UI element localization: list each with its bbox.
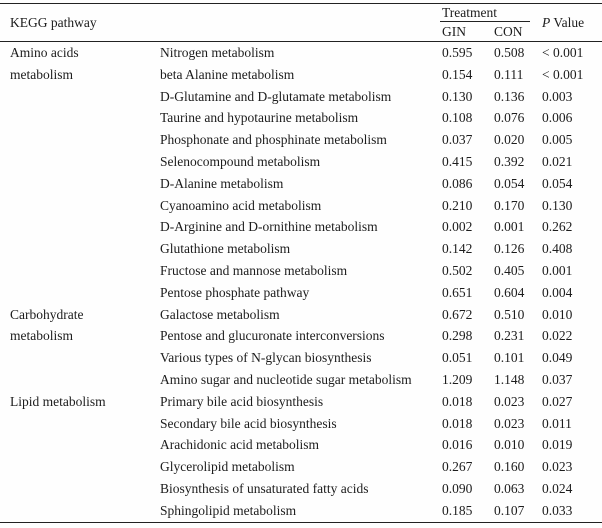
group-label: Carbohydrate metabolism [10, 306, 84, 344]
pathway-name: Various types of N-glycan biosynthesis [160, 350, 372, 366]
pathway-name: beta Alanine metabolism [160, 66, 295, 82]
gin-value: 0.298 [442, 328, 473, 344]
table-header [0, 4, 602, 42]
pathway-name: Glycerolipid metabolism [160, 459, 295, 475]
gin-value: 0.037 [442, 132, 473, 148]
group-label-cell [0, 391, 150, 522]
con-value: 0.076 [494, 110, 525, 126]
header-p-value [540, 4, 602, 42]
con-value: 0.111 [494, 66, 524, 82]
pathway-name: Sphingolipid metabolism [160, 502, 297, 518]
pathway-name: Primary bile acid biosynthesis [160, 393, 324, 409]
con-value: 0.136 [494, 88, 525, 104]
p-value-italic-p: P [542, 14, 551, 30]
pathway-name: Fructose and mannose metabolism [160, 262, 348, 278]
p-value: < 0.001 [542, 66, 584, 82]
pathway-name: Biosynthesis of unsaturated fatty acids [160, 480, 369, 496]
con-value: 0.405 [494, 262, 525, 278]
p-value: 0.005 [542, 132, 573, 148]
p-value: 0.022 [542, 328, 573, 344]
p-value: 0.001 [542, 262, 573, 278]
pathway-name: Selenocompound metabolism [160, 153, 321, 169]
con-value: 0.160 [494, 459, 525, 475]
pathway-name: Nitrogen metabolism [160, 45, 275, 60]
pathway-name: Arachidonic acid metabolism [160, 437, 319, 453]
p-value-rest: Value [550, 14, 585, 30]
pathway-name: Secondary bile acid biosynthesis [160, 415, 337, 431]
pathway-name: Phosphonate and phosphinate metabolism [160, 132, 387, 148]
table-row [0, 42, 602, 64]
group-label: Lipid metabolism [10, 393, 106, 409]
gin-value: 0.090 [442, 480, 473, 496]
table-body [0, 42, 602, 523]
p-value: 0.024 [542, 480, 573, 496]
table-row [0, 391, 602, 413]
gin-value: 0.086 [442, 175, 473, 191]
pathway-name: Pentose and glucuronate interconversions [160, 328, 385, 344]
pathway-name: D-Arginine and D-ornithine metabolism [160, 219, 378, 235]
gin-value: 0.108 [442, 110, 473, 126]
p-value: 0.003 [542, 88, 573, 104]
header-con: CON [494, 23, 523, 39]
kegg-pathway-table [0, 3, 602, 523]
group-label-cell [0, 42, 150, 304]
con-value: 0.126 [494, 241, 525, 257]
p-value: 0.006 [542, 110, 573, 126]
gin-value: 0.018 [442, 415, 473, 431]
p-value: 0.021 [542, 153, 573, 169]
con-value: 0.508 [494, 45, 525, 60]
treatment-underline [440, 4, 530, 22]
gin-value: 0.185 [442, 502, 473, 518]
p-value: 0.054 [542, 175, 573, 191]
con-value: 0.170 [494, 197, 525, 213]
p-value: 0.027 [542, 393, 573, 409]
gin-value: 0.415 [442, 153, 473, 169]
pathway-name: Taurine and hypotaurine metabolism [160, 110, 359, 126]
con-value: 0.023 [494, 393, 525, 409]
con-value: 0.392 [494, 153, 525, 169]
header-gin: GIN [442, 23, 467, 39]
pathway-name: Cyanoamino acid metabolism [160, 197, 322, 213]
con-value: 0.063 [494, 480, 525, 496]
gin-value: 0.267 [442, 459, 473, 475]
gin-value: 0.502 [442, 262, 473, 278]
gin-value: 0.051 [442, 350, 473, 366]
p-value: 0.004 [542, 284, 573, 300]
gin-value: 0.210 [442, 197, 473, 213]
pathway-name: Glutathione metabolism [160, 241, 291, 257]
con-value: 0.020 [494, 132, 525, 148]
con-value: 0.001 [494, 219, 525, 235]
p-value: 0.019 [542, 437, 573, 453]
con-value: 1.148 [494, 371, 525, 387]
con-value: 0.023 [494, 415, 525, 431]
header-kegg-pathway: KEGG pathway [10, 14, 97, 30]
con-value: 0.010 [494, 437, 525, 453]
gin-value: 0.595 [442, 45, 473, 60]
table-row [0, 304, 602, 326]
pathway-name: Galactose metabolism [160, 306, 280, 322]
p-value: 0.023 [542, 459, 573, 475]
con-value: 0.107 [494, 502, 525, 518]
gin-value: 0.142 [442, 241, 473, 257]
pathway-name: Pentose phosphate pathway [160, 284, 310, 300]
p-value: 0.130 [542, 197, 573, 213]
con-value: 0.231 [494, 328, 525, 344]
p-value: 0.033 [542, 502, 573, 518]
p-value: 0.037 [542, 371, 573, 387]
gin-value: 0.672 [442, 306, 473, 322]
gin-value: 0.002 [442, 219, 473, 235]
con-value: 0.101 [494, 350, 525, 366]
pathway-name: Amino sugar and nucleotide sugar metabolism [160, 371, 412, 387]
p-value: 0.262 [542, 219, 573, 235]
header-treatment-label: Treatment [442, 5, 498, 20]
gin-value: 0.130 [442, 88, 473, 104]
gin-value: 0.154 [442, 66, 473, 82]
con-value: 0.510 [494, 306, 525, 322]
group-label-cell [0, 304, 150, 391]
gin-value: 1.209 [442, 371, 473, 387]
pathway-name: D-Alanine metabolism [160, 175, 284, 191]
p-value: 0.408 [542, 241, 573, 257]
p-value: < 0.001 [542, 45, 584, 60]
con-value: 0.604 [494, 284, 525, 300]
p-value: 0.011 [542, 415, 572, 431]
con-value: 0.054 [494, 175, 525, 191]
header-treatment-group [430, 4, 540, 23]
gin-value: 0.018 [442, 393, 473, 409]
p-value: 0.010 [542, 306, 573, 322]
gin-value: 0.651 [442, 284, 473, 300]
group-label: Amino acids metabolism [10, 45, 79, 82]
gin-value: 0.016 [442, 437, 473, 453]
pathway-name: D-Glutamine and D-glutamate metabolism [160, 88, 392, 104]
p-value: 0.049 [542, 350, 573, 366]
